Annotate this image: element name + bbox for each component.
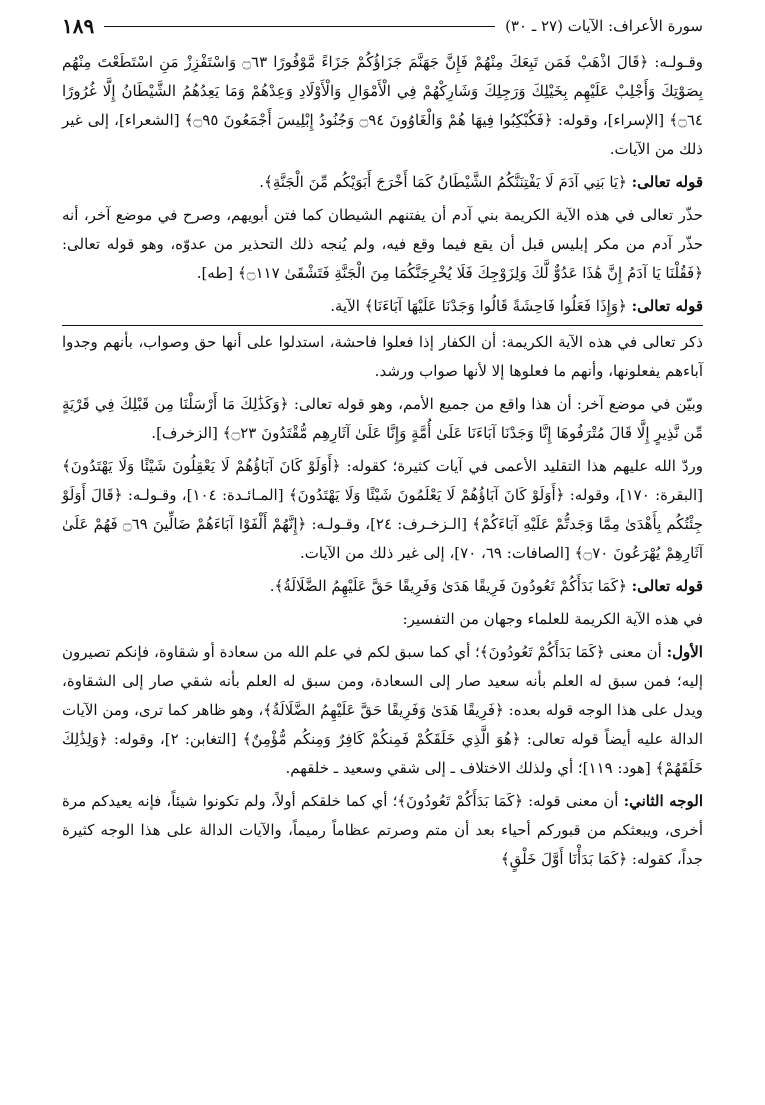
paragraph (62, 292, 703, 321)
paragraph (62, 638, 703, 783)
paragraph-text: أن معنى ﴿كَمَا بَدَأَكُمْ تَعُودُونَ﴾؛ أي كما سبق لكم في علم الله من سعادة أو شقاوة، فإنكم تصيرون إليه؛ فمن سبق له العلم بأنه سعيد صار إلى السعادة، ومن سبق له العلم بأنه شقي صار إلى الشقاوة، ويدل على هذا الوجه قوله بعده: ﴿فَرِيقًا هَدَىٰ وَفَرِيقًا حَقَّ عَلَيْهِمُ الضَّلَالَةُ﴾، وهو ظاهر كما ترى، ومن الآيات الدالة عليه أيضاً قوله تعالى: ﴿هُوَ الَّذِي خَلَقَكُمْ فَمِنكُمْ كَافِرٌ وَمِنكُم مُّؤْمِنٌ﴾ [التغابن: ٢]، وقوله: ﴿وَلِذَٰلِكَ خَلَقَهُمْ﴾ [هود: ١١٩]؛ أي ولذلك الاختلاف ـ إلى شقي وسعيد ـ خلقهم. (62, 643, 703, 777)
paragraph-text: ﴿كَمَا بَدَأَكُمْ تَعُودُونَ فَرِيقًا هَدَىٰ وَفَرِيقًا حَقَّ عَلَيْهِمُ الضَّلَالَةُ﴾. (269, 577, 627, 595)
paragraph-text: وقـولـه: ﴿قَالَ اذْهَبْ فَمَن تَبِعَكَ مِنْهُمْ فَإِنَّ جَهَنَّمَ جَزَاؤُكُمْ جَزَاءً مَّوْفُورًا ۝٦٣ وَاسْتَفْزِزْ مَنِ اسْتَطَعْتَ مِنْهُم بِصَوْتِكَ وَأَجْلِبْ عَلَيْهِم بِخَيْلِكَ وَرَجِلِكَ وَشَارِكْهُمْ فِي الْأَمْوَالِ وَالْأَوْلَادِ وَعِدْهُمْ وَمَا يَعِدُهُمُ الشَّيْطَانُ إِلَّا غُرُورًا ۝٦٤﴾ [الإسراء]، وقوله: ﴿فَكُبْكِبُوا فِيهَا هُمْ وَالْغَاوُونَ ۝٩٤ وَجُنُودُ إِبْلِيسَ أَجْمَعُونَ ۝٩٥﴾ [الشعراء]، إلى غير ذلك من الآيات. (62, 53, 703, 158)
paragraph-text: في هذه الآية الكريمة للعلماء وجهان من التفسير: (402, 610, 703, 628)
paragraph (62, 572, 703, 601)
paragraph-text: ﴿يَا بَنِي آدَمَ لَا يَفْتِنَنَّكُمُ الشَّيْطَانُ كَمَا أَخْرَجَ أَبَوَيْكُم مِّنَ الْجَنَّةِ﴾. (259, 173, 627, 191)
paragraph (62, 390, 703, 448)
header-rule (104, 26, 495, 27)
divider (62, 325, 703, 326)
page-number: ١٨٩ (62, 14, 95, 38)
paragraph (62, 787, 703, 874)
paragraph-text: ﴿وَإِذَا فَعَلُوا فَاحِشَةً قَالُوا وَجَدْنَا عَلَيْهَا آبَاءَنَا﴾ الآية. (330, 297, 627, 315)
paragraph (62, 605, 703, 634)
page-body (62, 48, 703, 874)
interpretation-label: الأول: (666, 643, 703, 661)
paragraph (62, 452, 703, 568)
paragraph-text: حذّر تعالى في هذه الآية الكريمة بني آدم أن يفتنهم الشيطان كما فتن أبويهم، وصرح في موضع آخر، أنه حذّر آدم من مكر إبليس قبل أن يقع فيما وقع فيه، ولم يُنجه ذلك التحذير من عدوّه، وهو قوله تعالى: ﴿فَقُلْنَا يَا آدَمُ إِنَّ هَٰذَا عَدُوٌّ لَّكَ وَلِزَوْجِكَ فَلَا يُخْرِجَنَّكُمَا مِنَ الْجَنَّةِ فَتَشْقَىٰ ۝١١٧﴾ [طه]. (62, 206, 703, 282)
running-header (62, 14, 703, 38)
verse-heading: قوله تعالى: (631, 297, 703, 315)
paragraph-text: ذكر تعالى في هذه الآية الكريمة: أن الكفار إذا فعلوا فاحشة، استدلوا على أنها حق وصواب، بأنهم وجدوا آباءهم يفعلونها، وأنهم ما فعلوها إلا لأنها صواب ورشد. (62, 333, 703, 380)
paragraph-text: وبيّن في موضع آخر: أن هذا واقع من جميع الأمم، وهو قوله تعالى: ﴿وَكَذَٰلِكَ مَا أَرْسَلْنَا مِن قَبْلِكَ فِي قَرْيَةٍ مِّن نَّذِيرٍ إِلَّا قَالَ مُتْرَفُوهَا إِنَّا وَجَدْنَا آبَاءَنَا عَلَىٰ أُمَّةٍ وَإِنَّا عَلَىٰ آثَارِهِم مُّقْتَدُونَ ۝٢٣﴾ [الزخرف]. (62, 395, 703, 442)
verse-heading: قوله تعالى: (631, 173, 703, 191)
paragraph (62, 328, 703, 386)
paragraph (62, 48, 703, 164)
paragraph (62, 168, 703, 197)
surah-title: سورة الأعراف: الآيات (٢٧ ـ ٣٠) (505, 17, 703, 35)
verse-heading: قوله تعالى: (631, 577, 703, 595)
paragraph (62, 201, 703, 288)
paragraph-text: أن معنى قوله: ﴿كَمَا بَدَأَكُمْ تَعُودُونَ﴾؛ أي كما خلقكم أولاً، ولم تكونوا شيئاً، فإنه يعيدكم مرة أخرى، ويبعثكم من قبوركم أحياء بعد أن متم وصرتم عظاماً رميماً، والآيات الدالة على هذا الوجه كثيرة جداً، كقوله: ﴿كَمَا بَدَأْنَا أَوَّلَ خَلْقٍ﴾ (62, 792, 703, 868)
paragraph-text: وردّ الله عليهم هذا التقليد الأعمى في آيات كثيرة؛ كقوله: ﴿أَوَلَوْ كَانَ آبَاؤُهُمْ لَا يَعْقِلُونَ شَيْئًا وَلَا يَهْتَدُونَ﴾ [البقرة: ١٧٠]، وقوله: ﴿أَوَلَوْ كَانَ آبَاؤُهُمْ لَا يَعْلَمُونَ شَيْئًا وَلَا يَهْتَدُونَ﴾ [المـائـدة: ١٠٤]، وقـولـه: ﴿قَالَ أَوَلَوْ جِئْتُكُم بِأَهْدَىٰ مِمَّا وَجَدتُّمْ عَلَيْهِ آبَاءَكُمْ﴾ [الـزخـرف: ٢٤]، وقـولـه: ﴿إِنَّهُمْ أَلْفَوْا آبَاءَهُمْ ضَالِّينَ ۝٦٩ فَهُمْ عَلَىٰ آثَارِهِمْ يُهْرَعُونَ ۝٧٠﴾ [الصافات: ٦٩، ٧٠]، إلى غير ذلك من الآيات. (62, 457, 703, 562)
interpretation-label: الوجه الثاني: (623, 792, 703, 810)
